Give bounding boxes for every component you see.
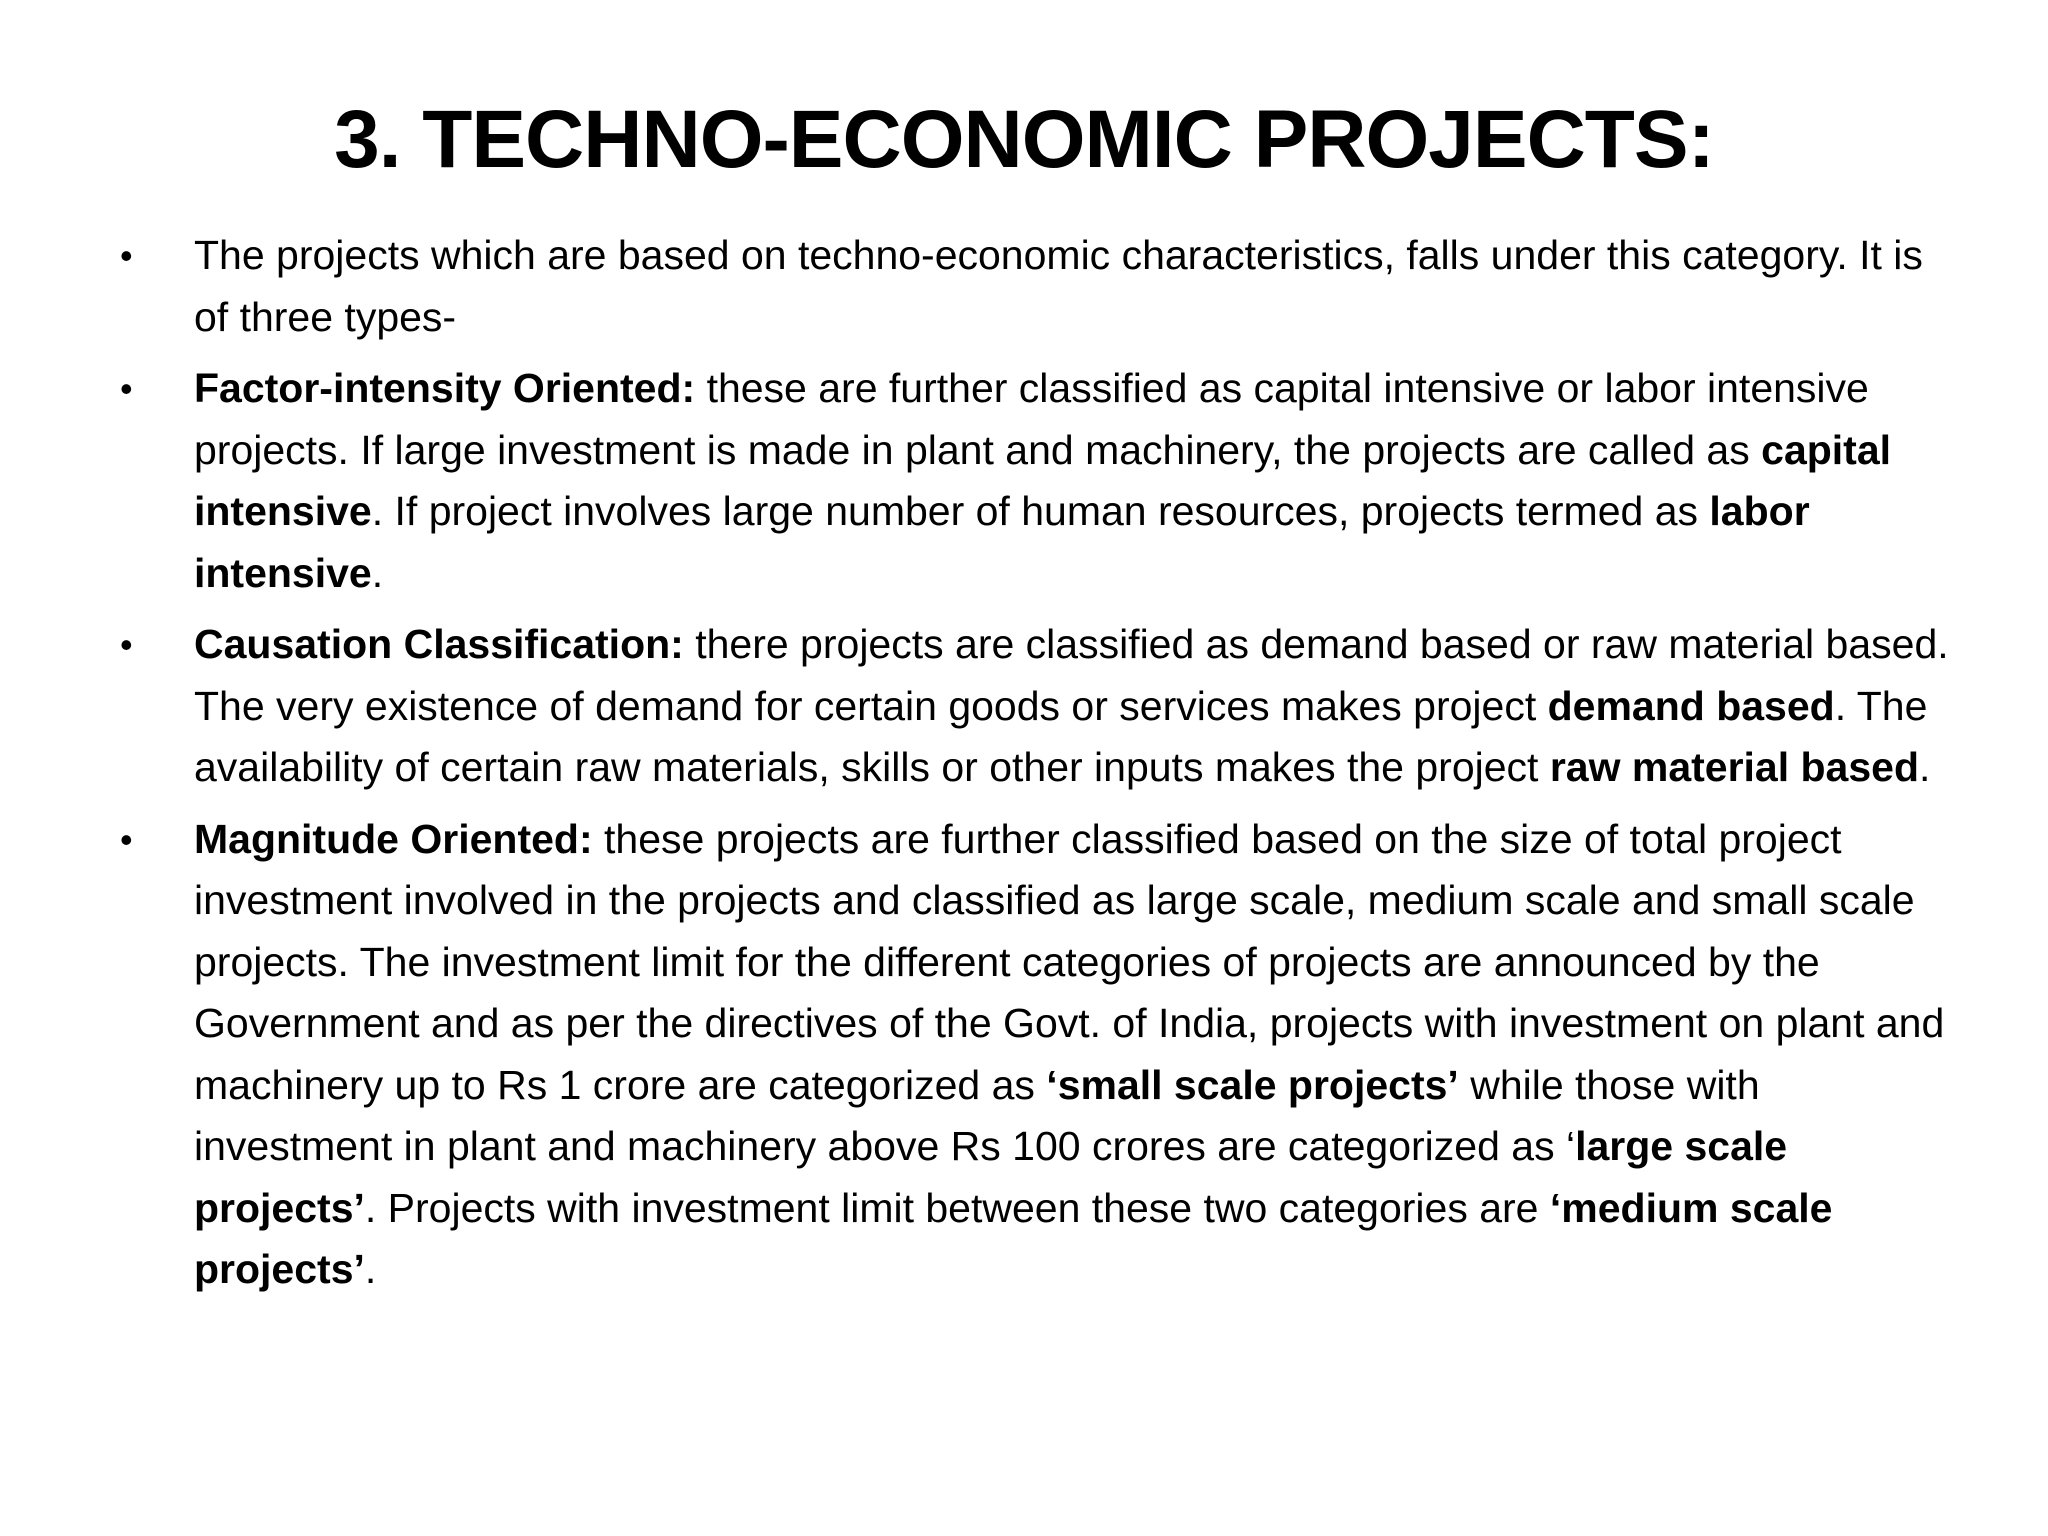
bullet-body: . The availability of certain raw materials, skills or other inputs makes the project bbox=[194, 682, 1928, 790]
bullet-body: there projects are classified as demand based or raw material based. The very existence of demand for certain goods or services makes project bbox=[194, 621, 1949, 729]
bullet-heading: Factor-intensity Oriented: bbox=[194, 365, 696, 411]
slide-title: 3. TECHNO-ECONOMIC PROJECTS: bbox=[334, 94, 1714, 185]
bullet-item-causation bbox=[120, 614, 1960, 799]
bold-term: raw material based bbox=[1549, 744, 1920, 790]
bold-term: demand based bbox=[1547, 682, 1835, 729]
bullet-heading: Causation Classification: bbox=[194, 621, 684, 667]
bullet-icon: • bbox=[120, 368, 133, 409]
bullet-item-magnitude bbox=[120, 809, 1960, 1301]
bullet-text bbox=[194, 358, 1960, 604]
bullet-item-factor-intensity bbox=[120, 358, 1960, 604]
bullet-icon: • bbox=[120, 624, 133, 665]
bullet-body: while those with investment in plant and machinery above Rs 100 crores are categorized as ‘ bbox=[194, 1061, 1760, 1169]
bullet-body: . bbox=[371, 549, 384, 596]
bullet-list bbox=[120, 225, 1960, 1311]
bullet-icon: • bbox=[120, 235, 133, 276]
bullet-text bbox=[194, 614, 1960, 799]
bold-term: ‘small scale projects’ bbox=[1046, 1061, 1459, 1108]
bullet-body: . If project involves large number of human resources, projects termed as bbox=[371, 488, 1710, 534]
bold-term: large scale projects’ bbox=[194, 1123, 1788, 1231]
bold-term: capital intensive bbox=[194, 426, 1892, 534]
bullet-body: . Projects with investment limit between these two categories are bbox=[364, 1184, 1550, 1231]
bullet-text bbox=[194, 809, 1960, 1301]
bold-term: ‘medium scale projects’ bbox=[194, 1184, 1833, 1292]
bullet-text: The projects which are based on techno-economic characteristics, falls under this category. It is of three types- bbox=[194, 232, 1923, 340]
bullet-body: these projects are further classified based on the size of total project investment involved in the projects and classified as large scale, medium scale and small scale projects. The investment limit for the different categories of projects are announced by the Government and as per the directives of the Govt. of India, projects with investment on plant and machinery up to Rs 1 crore are categorized as bbox=[194, 815, 1945, 1108]
bullet-icon: • bbox=[120, 818, 133, 860]
bullet-item-intro bbox=[120, 225, 1960, 348]
bullet-body: these are further classified as capital intensive or labor intensive projects. If large investment is made in plant and machinery, the projects are called as bbox=[194, 365, 1869, 473]
bullet-body: . bbox=[1919, 744, 1931, 790]
bold-term: labor intensive bbox=[194, 488, 1810, 596]
bullet-body: . bbox=[364, 1246, 377, 1292]
bullet-heading: Magnitude Oriented: bbox=[194, 815, 593, 862]
